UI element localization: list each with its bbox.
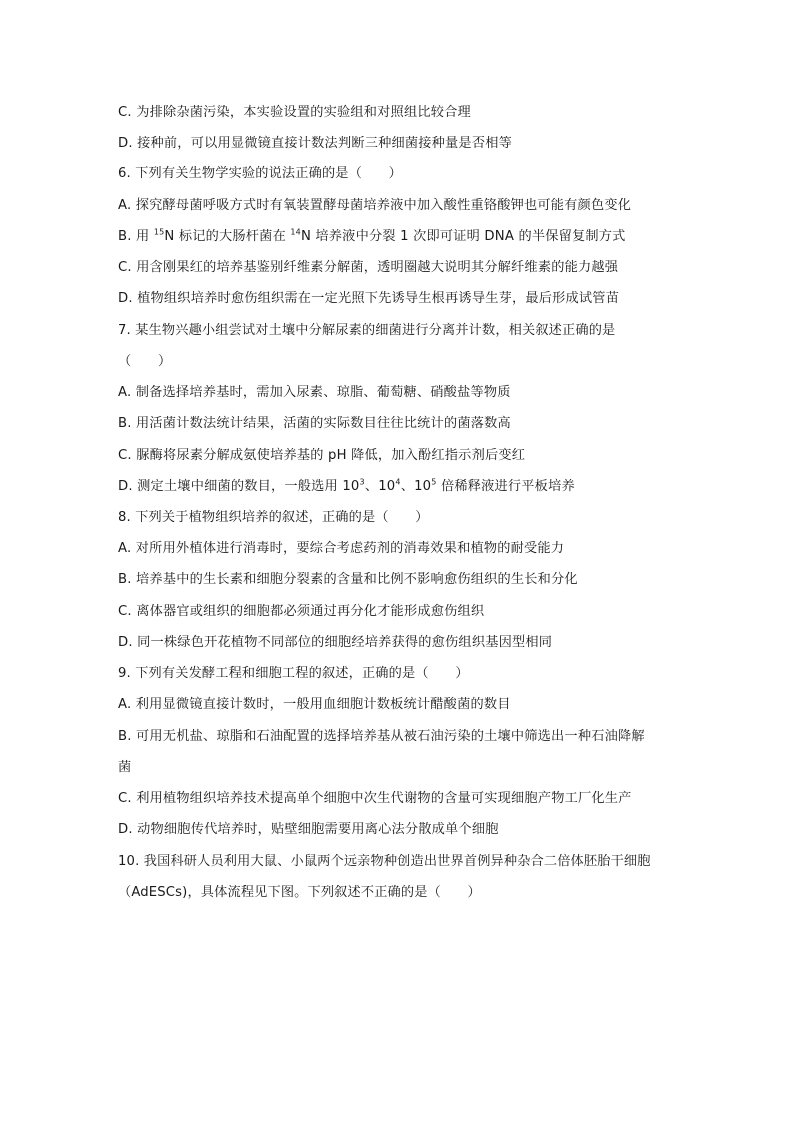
q10-stem-line2: （AdESCs)，具体流程见下图。下列叙述不正确的是（ ） bbox=[118, 885, 481, 900]
q5-option-c: C. 为排除杂菌污染，本实验设置的实验组和对照组比较合理 bbox=[118, 105, 471, 120]
isotope-15-superscript: 15 bbox=[153, 227, 165, 237]
q7-option-d-text-1: D. 测定土壤中细菌的数目，一般选用 10 bbox=[118, 479, 360, 494]
q9-option-a: A. 利用显微镜直接计数时，一般用血细胞计数板统计醋酸菌的数目 bbox=[118, 697, 511, 712]
q7-option-d bbox=[118, 478, 678, 496]
isotope-14-superscript: 14 bbox=[290, 227, 301, 237]
q10-stem-line1: 10. 我国科研人员利用大鼠、小鼠两个远亲物种创造出世界首例异种杂合二倍体胚胎干细胞 bbox=[118, 854, 651, 869]
q9-stem: 9. 下列有关发酵工程和细胞工程的叙述，正确的是（ ） bbox=[118, 666, 469, 681]
q8-option-d: D. 同一株绿色开花植物不同部位的细胞经培养获得的愈伤组织基因型相同 bbox=[118, 635, 553, 650]
q9-option-c: C. 利用植物组织培养技术提高单个细胞中次生代谢物的含量可实现细胞产物工厂化生产 bbox=[118, 791, 632, 806]
q7-option-d-text-2: 、10 bbox=[364, 479, 396, 494]
exponent-3-superscript: 3 bbox=[359, 477, 365, 487]
q7-option-c: C. 脲酶将尿素分解成氨使培养基的 pH 降低，加入酚红指示剂后变红 bbox=[118, 448, 526, 463]
q7-option-d-text-4: 倍稀释液进行平板培养 bbox=[436, 479, 575, 494]
q7-option-a: A. 制备选择培养基时，需加入尿素、琼脂、葡萄糖、硝酸盐等物质 bbox=[118, 385, 511, 400]
q7-option-d-text-3: 、10 bbox=[400, 479, 432, 494]
q8-option-a: A. 对所用外植体进行消毒时，要综合考虑药剂的消毒效果和植物的耐受能力 bbox=[118, 541, 565, 556]
q7-stem-line1: 7. 某生物兴趣小组尝试对土壤中分解尿素的细菌进行分离并计数，相关叙述正确的是 bbox=[118, 323, 616, 338]
q6-stem: 6. 下列有关生物学实验的说法正确的是（ ） bbox=[118, 166, 402, 181]
q7-option-b: B. 用活菌计数法统计结果，活菌的实际数目往往比统计的菌落数高 bbox=[118, 416, 511, 431]
exponent-5-superscript: 5 bbox=[431, 477, 437, 487]
q9-option-d: D. 动物细胞传代培养时，贴壁细胞需要用离心法分散成单个细胞 bbox=[118, 822, 499, 837]
q9-option-b-line2: 菌 bbox=[118, 760, 132, 775]
q6-option-d: D. 植物组织培养时愈伤组织需在一定光照下先诱导生根再诱导生芽，最后形成试管苗 bbox=[118, 291, 620, 306]
q8-option-b: B. 培养基中的生长素和细胞分裂素的含量和比例不影响愈伤组织的生长和分化 bbox=[118, 572, 578, 587]
q6-option-b bbox=[118, 228, 678, 246]
q8-option-c: C. 离体器官或组织的细胞都必须通过再分化才能形成愈伤组织 bbox=[118, 604, 485, 619]
q7-stem-line2: （ ） bbox=[118, 354, 172, 369]
q6-option-b-text-3: N 培养液中分裂 1 次即可证明 DNA 的半保留复制方式 bbox=[300, 229, 626, 244]
q6-option-a: A. 探究酵母菌呼吸方式时有氧装置酵母菌培养液中加入酸性重铬酸钾也可能有颜色变化 bbox=[118, 198, 632, 213]
q8-stem: 8. 下列关于植物组织培养的叙述，正确的是（ ） bbox=[118, 510, 429, 525]
q6-option-b-text-2: N 标记的大肠杆菌在 bbox=[164, 229, 291, 244]
q6-option-b-text-1: B. 用 bbox=[118, 229, 154, 244]
exponent-4-superscript: 4 bbox=[395, 477, 401, 487]
q6-option-c: C. 用含刚果红的培养基鉴别纤维素分解菌，透明圈越大说明其分解纤维素的能力越强 bbox=[118, 260, 619, 275]
q9-option-b-line1: B. 可用无机盐、琼脂和石油配置的选择培养基从被石油污染的土壤中筛选出一种石油降解 bbox=[118, 729, 645, 744]
q5-option-d: D. 接种前，可以用显微镜直接计数法判断三种细菌接种量是否相等 bbox=[118, 136, 512, 151]
